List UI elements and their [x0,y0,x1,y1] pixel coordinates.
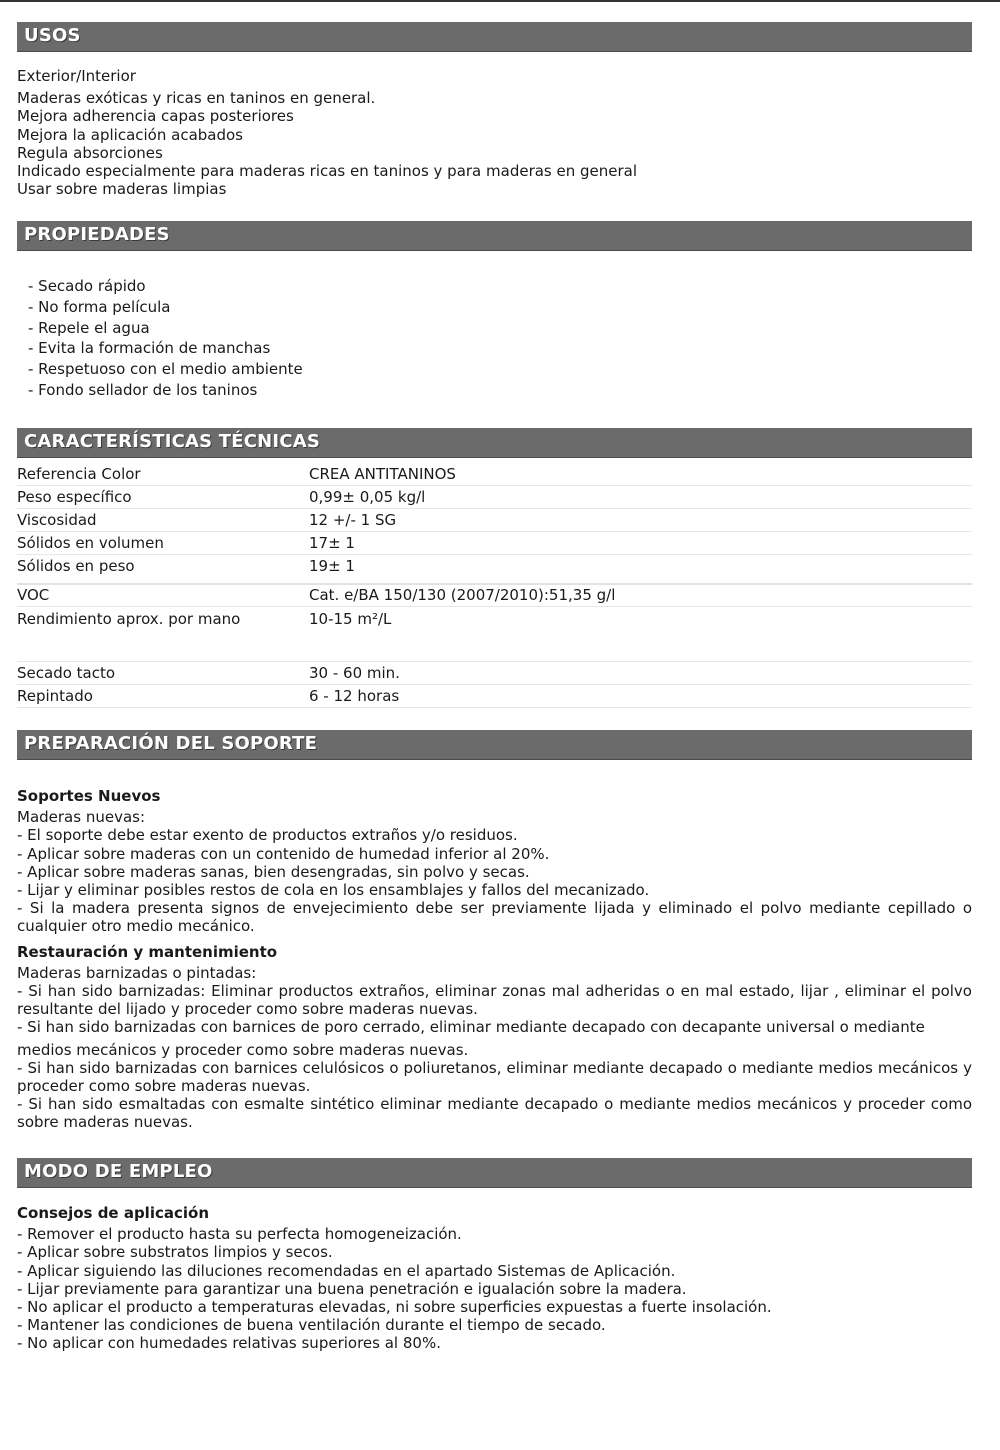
table-row [17,685,972,708]
list-item: - Aplicar sobre substratos limpios y secos. [17,1243,333,1262]
spec-value: 12 +/- 1 SG [309,511,397,529]
table-row [17,584,972,607]
spec-key: VOC [17,586,50,604]
paragraph-line: - Si han sido esmaltadas con esmalte sintético eliminar mediante decapado o mediante medios mecánicos y proceder como sobre maderas nuevas. [17,1095,972,1132]
usos-line: Usar sobre maderas limpias [17,180,227,199]
top-border [0,0,1000,2]
list-item: - Lijar previamente para garantizar una buena penetración e igualación sobre la madera. [17,1279,687,1298]
table-row [17,532,972,555]
propiedades-list [28,276,303,401]
usos-content [17,67,972,198]
paragraph-line: - Si han sido barnizadas con barnices de poro cerrado, eliminar mediante decapado con decapante universal o mediante [17,1018,925,1037]
usos-line: Exterior/Interior [17,67,136,85]
section-header-preparacion [17,730,972,760]
table-row [17,608,972,662]
list-item: - Respetuoso con el medio ambiente [28,360,303,379]
section-title: CARACTERÍSTICAS TÉCNICAS [24,431,321,452]
spec-key: Sólidos en peso [17,557,135,575]
spec-value: 10-15 m²/L [309,610,392,628]
table-row [17,662,972,685]
spec-key: Secado tacto [17,664,116,682]
list-item: - Evita la formación de manchas [28,339,271,358]
table-row [17,509,972,532]
section-header-propiedades [17,221,972,251]
list-item: - Fondo sellador de los taninos [28,380,258,399]
section-title: USOS [24,25,81,46]
usos-line: Maderas exóticas y ricas en taninos en general. [17,89,376,108]
usos-line: Mejora la aplicación acabados [17,125,243,144]
paragraph-line: Maderas barnizadas o pintadas: [17,963,257,982]
spec-key: Repintado [17,687,93,705]
usos-line: Regula absorciones [17,143,163,162]
spec-key: Viscosidad [17,511,97,529]
spec-value: Cat. e/BA 150/130 (2007/2010):51,35 g/l [309,586,616,604]
paragraph-line: - Si han sido barnizadas: Eliminar productos extraños, eliminar zonas mal adheridas o en mal estado, lijar , eliminar el polvo resultante del lijado y proceder como sobre maderas nuevas. [17,982,972,1019]
paragraph-line: - Aplicar sobre maderas con un contenido de humedad inferior al 20%. [17,844,550,863]
spec-value: 17± 1 [309,534,355,552]
spec-value: 6 - 12 horas [309,687,400,705]
paragraph-line: - Lijar y eliminar posibles restos de cola en los ensamblajes y fallos del mecanizado. [17,881,650,900]
section-title: PREPARACIÓN DEL SOPORTE [24,733,318,754]
preparacion-content [17,787,972,1132]
section-title: PROPIEDADES [24,224,170,245]
table-row [17,555,972,585]
modo-content [17,1204,972,1353]
list-item: - No aplicar el producto a temperaturas elevadas, ni sobre superficies expuestas a fuerte insolación. [17,1298,772,1317]
spec-value: CREA ANTITANINOS [309,465,456,483]
spec-value: 30 - 60 min. [309,664,400,682]
paragraph-line: - Si la madera presenta signos de envejecimiento debe ser previamente lijada y eliminado el polvo mediante cepillado o cualquier otro medio mecánico. [17,899,972,936]
spec-key: Sólidos en volumen [17,534,164,552]
subsection-title: Soportes Nuevos [17,787,161,805]
paragraph-line: medios mecánicos y proceder como sobre maderas nuevas. [17,1040,469,1059]
list-item: - Secado rápido [28,277,146,295]
section-header-usos [17,22,972,52]
subsection-title: Restauración y mantenimiento [17,942,278,961]
spec-value: 0,99± 0,05 kg/l [309,488,426,506]
table-row [17,486,972,509]
paragraph-line: - Aplicar sobre maderas sanas, bien desengradas, sin polvo y secas. [17,862,530,881]
paragraph-line: - El soporte debe estar exento de productos extraños y/o residuos. [17,826,518,845]
section-title: MODO DE EMPLEO [24,1161,213,1182]
list-item: - Aplicar siguiendo las diluciones recomendadas en el apartado Sistemas de Aplicación. [17,1261,676,1280]
section-header-caracteristicas [17,428,972,458]
spec-value: 19± 1 [309,557,355,575]
list-item: - Mantener las condiciones de buena ventilación durante el tiempo de secado. [17,1316,606,1335]
paragraph-line: Maderas nuevas: [17,808,146,827]
subsection-title: Consejos de aplicación [17,1204,209,1222]
usos-line: Indicado especialmente para maderas ricas en taninos y para maderas en general [17,162,638,181]
usos-line: Mejora adherencia capas posteriores [17,107,294,126]
section-header-modo [17,1158,972,1188]
spec-key: Referencia Color [17,465,141,483]
list-item: - Repele el agua [28,318,150,337]
list-item: - No forma película [28,297,171,316]
spec-key: Peso específico [17,488,132,506]
spec-key: Rendimiento aprox. por mano [17,610,241,628]
list-item: - No aplicar con humedades relativas superiores al 80%. [17,1334,441,1353]
paragraph-line: - Si han sido barnizadas con barnices celulósicos o poliuretanos, eliminar mediante decapado o mediante medios mecánicos y proceder como sobre maderas nuevas. [17,1058,972,1096]
table-row [17,463,972,486]
list-item: - Remover el producto hasta su perfecta homogeneización. [17,1225,462,1244]
